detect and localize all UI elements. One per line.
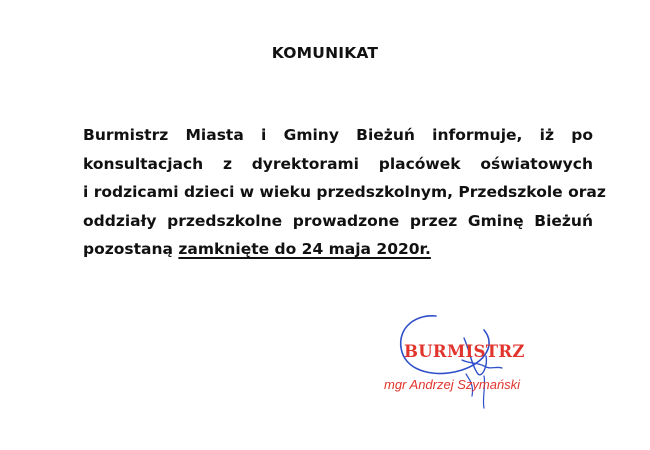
body-line-1: Burmistrz Miasta i Gminy Bieżuń informuje, iż po bbox=[83, 126, 593, 144]
body-line-2: konsultacjach z dyrektorami placówek oświatowych bbox=[83, 154, 593, 173]
signature-stamp bbox=[366, 300, 546, 415]
body-line-5 bbox=[83, 235, 593, 264]
closure-date-underlined: zamknięte do 24 maja 2020r. bbox=[178, 240, 431, 258]
document-title: KOMUNIKAT bbox=[271, 44, 379, 62]
body-line-4: oddziały przedszkolne prowadzone przez Gminę Bieżuń bbox=[83, 211, 593, 230]
stamp-title: BURMISTRZ bbox=[404, 342, 525, 361]
stamp-signatory-name: mgr Andrzej Szymański bbox=[384, 377, 521, 392]
announcement-body bbox=[83, 121, 606, 264]
last-line-prefix: pozostaną bbox=[83, 240, 179, 258]
body-line-3: i rodzicami dzieci w wieku przedszkolnym, Przedszkole oraz bbox=[83, 183, 606, 201]
